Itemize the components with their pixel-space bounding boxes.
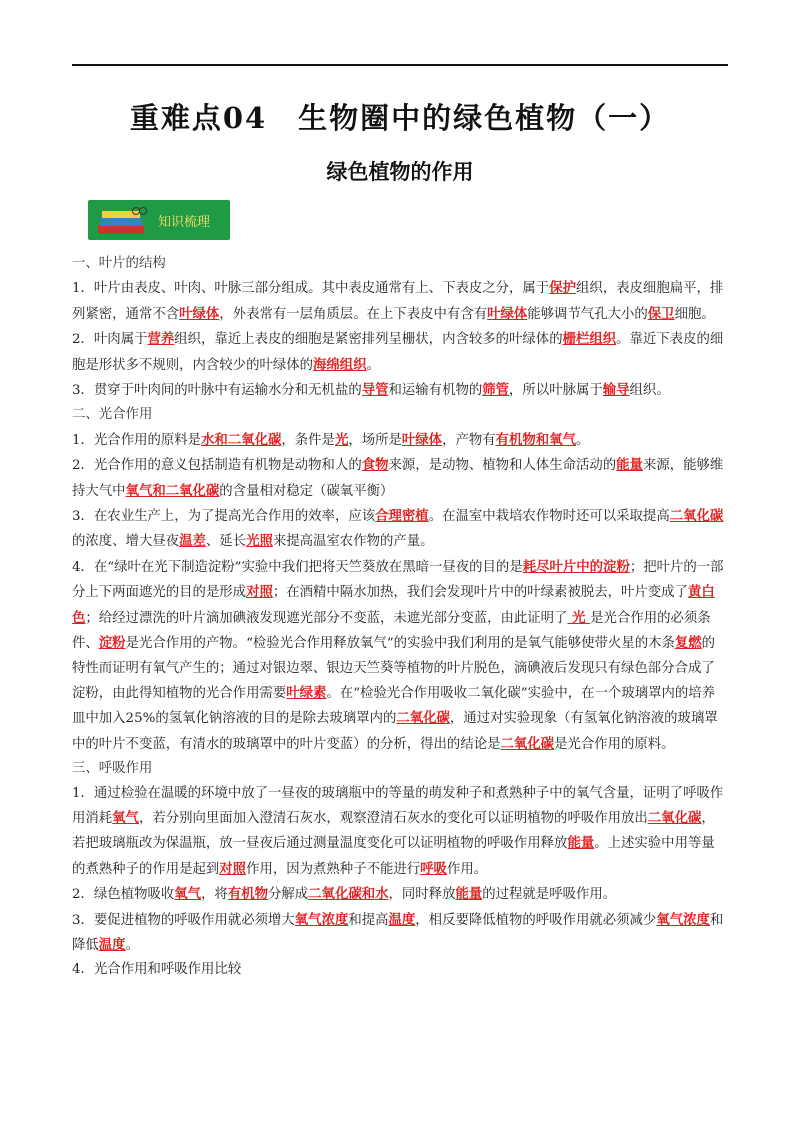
answer-highlight: 氧气 — [112, 809, 139, 826]
text-run: ；给经过漂洗的叶片滴加碘液发现遮光部分不变蓝，未遮光部分变蓝，由此证明了 — [85, 610, 568, 626]
answer-highlight: 二氧化碳 — [647, 809, 702, 826]
text-run: 。 — [366, 357, 380, 373]
text-run: 3．在农业生产上，为了提高光合作用的效率，应该 — [72, 509, 376, 525]
answer-highlight: 二氧化碳 — [669, 508, 724, 525]
answer-highlight: 光 — [334, 431, 349, 448]
text-run: ，场所是 — [348, 432, 402, 448]
text-run: 组织，表皮细胞扁平，排列紧密，通常不含 — [72, 281, 724, 322]
text-run: 是光合作用的产物。“检验光合作用释放氧气”的实验中我们利用的是氧气能够使带火星的木条 — [125, 636, 675, 652]
text-run: 、延长 — [205, 534, 247, 550]
text-run: 1．光合作用的原料是 — [72, 432, 202, 448]
answer-highlight: 栅栏组织 — [562, 331, 617, 348]
text-run: 作用，因为煮熟种子不能进行 — [246, 861, 421, 877]
answer-highlight: 叶绿体 — [179, 305, 220, 322]
text-run: 二、光合作用 — [72, 407, 153, 423]
text-run: 细胞。 — [674, 306, 715, 322]
paragraph — [72, 908, 728, 959]
content-body — [72, 252, 728, 983]
text-run: 的浓度、增大昼夜 — [72, 534, 180, 550]
text-run: 。在温室中栽培农作物时还可以采取提高 — [428, 509, 670, 525]
answer-highlight: 对照 — [246, 584, 273, 601]
paragraph — [72, 276, 728, 327]
answer-highlight: 黄白色 — [72, 584, 715, 626]
answer-highlight: 氧气和二氧化碳 — [125, 482, 220, 499]
answer-highlight: 水和二氧化碳 — [201, 431, 282, 448]
text-run: 1．通过检验在温暖的环境中放了一昼夜的玻璃瓶中的等量的萌发种子和煮熟种子中的氧气含量，证明了呼吸作用消耗 — [72, 785, 724, 826]
text-run: ；在酒精中隔水加热，我们会发现叶片中的叶绿素被脱去，叶片变成了 — [272, 585, 688, 601]
header-rule — [72, 64, 728, 66]
text-run: ，若分别向里面加入澄清石灰水，观察澄清石灰水的变化可以证明植物的呼吸作用放出 — [138, 810, 648, 826]
answer-highlight: 合理密植 — [375, 508, 429, 525]
answer-highlight: 保护 — [549, 280, 576, 297]
text-run: ，同时释放 — [388, 887, 456, 903]
text-run: 2．光合作用的意义包括制造有机物是动物和人的 — [72, 458, 362, 474]
answer-highlight: 光 — [567, 609, 591, 626]
text-run: ，条件是 — [281, 432, 335, 448]
paragraph — [72, 882, 728, 907]
answer-highlight: 筛管 — [482, 382, 510, 399]
text-run: 4．光合作用和呼吸作用比较 — [72, 962, 242, 978]
answer-highlight: 淀粉 — [98, 635, 126, 652]
text-run: ，通过对实验现象（有氢氧化钠溶液的玻璃罩中的叶片不变蓝，有清水的玻璃罩中的叶片变蓝）的分析，得出的结论是 — [72, 711, 718, 752]
answer-highlight: 二氧化碳 — [396, 710, 450, 727]
text-run: 是光合作用的原料。 — [554, 736, 675, 752]
text-run: 3．贯穿于叶肉间的叶脉中有运输水分和无机盐的 — [72, 383, 362, 399]
text-run: 一、叶片的结构 — [72, 256, 166, 271]
answer-highlight: 氧气浓度 — [656, 911, 710, 928]
text-run: ，相反要降低植物的呼吸作用就必须减少 — [415, 912, 657, 928]
answer-highlight: 光照 — [246, 533, 273, 550]
text-run: 4．在“绿叶在光下制造淀粉”实验中我们把将天竺葵放在黑暗一昼夜的目的是 — [72, 559, 523, 575]
text-run: 。 — [125, 937, 139, 953]
paragraph — [72, 782, 728, 883]
paragraph — [72, 504, 728, 555]
text-run: 三、呼吸作用 — [72, 761, 153, 777]
answer-highlight: 叶绿体 — [401, 431, 443, 448]
answer-highlight: 营养 — [147, 331, 175, 348]
answer-highlight: 温度 — [388, 911, 416, 928]
answer-highlight: 导管 — [361, 382, 389, 399]
knowledge-badge — [88, 200, 230, 240]
paragraph — [72, 453, 728, 504]
answer-highlight: 能量 — [567, 835, 595, 852]
page-title: 重难点04 生物圈中的绿色植物（一） — [129, 101, 671, 135]
answer-highlight: 呼吸 — [420, 860, 447, 877]
badge-label: 知识梳理 — [158, 215, 211, 230]
text-run: ，所以叶脉属于 — [509, 383, 603, 399]
text-run: 来源，能够维持大气中 — [72, 458, 724, 499]
section-heading — [72, 757, 728, 781]
paragraph — [72, 958, 728, 982]
answer-highlight: 能量 — [455, 886, 483, 903]
paragraph — [72, 428, 728, 453]
answer-highlight: 食物 — [361, 457, 389, 474]
answer-highlight: 输导 — [602, 382, 630, 399]
answer-highlight: 二氧化碳和水 — [308, 886, 389, 903]
text-run: 来源，是动物、植物和人体生命活动的 — [388, 458, 617, 474]
text-run: 1．叶片由表皮、叶肉、叶脉三部分组成。其中表皮通常有上、下表皮之分，属于 — [72, 281, 550, 297]
text-run: 能够调节气孔大小的 — [527, 306, 648, 322]
text-run: ，外表常有一层角质层。在上下表皮中有含有 — [219, 306, 488, 322]
text-run: ，产物有 — [442, 432, 496, 448]
page-subtitle: 绿色植物的作用 — [326, 159, 474, 184]
paragraph — [72, 555, 728, 757]
text-run: 作用。 — [446, 861, 488, 877]
text-run: ；把叶片的一部分上下两面遮光的目的是形成 — [72, 559, 724, 601]
text-run: ，将 — [201, 887, 228, 903]
text-run: 分解成 — [268, 887, 309, 903]
answer-highlight: 叶绿素 — [286, 684, 327, 701]
answer-highlight: 对照 — [219, 860, 247, 877]
answer-highlight: 复燃 — [674, 635, 702, 652]
text-run: 。靠近下表皮的细胞是形状多不规则，内含较少的叶绿体的 — [72, 332, 724, 373]
text-run: 3．要促进植物的呼吸作用就必须增大 — [72, 912, 295, 928]
text-run: ，若把玻璃瓶改为保温瓶，放一昼夜后通过测量温度变化可以证明植物的呼吸作用释放 — [72, 810, 715, 852]
text-run: 。在“检验光合作用吸收二氧化碳”实验中，在一个玻璃罩内的培养皿中加入25%的氢氧化钠溶液的目的是除去玻璃罩内的 — [72, 685, 716, 727]
text-run: 的含量相对稳定（碳氧平衡） — [219, 483, 394, 499]
answer-highlight: 温度 — [98, 936, 126, 953]
answer-highlight: 温差 — [179, 533, 206, 550]
text-run: 和提高 — [348, 912, 389, 928]
answer-highlight: 保卫 — [647, 305, 675, 322]
answer-highlight: 氧气浓度 — [294, 911, 349, 928]
text-run: 。 — [575, 432, 590, 448]
text-run: 组织，靠近上表皮的细胞是紧密排列呈栅状，内含较多的叶绿体的 — [174, 332, 563, 348]
answer-highlight: 叶绿体 — [487, 305, 528, 322]
answer-highlight: 氧气 — [174, 886, 202, 903]
section-heading — [72, 252, 728, 276]
answer-highlight: 二氧化碳 — [500, 735, 555, 752]
text-run: 是光合作用的必须条件、 — [72, 610, 711, 652]
text-run: 和运输有机物的 — [388, 383, 483, 399]
text-run: 组织。 — [629, 383, 670, 399]
paragraph — [72, 378, 728, 403]
text-run: 来提高温室农作物的产量。 — [272, 534, 434, 550]
answer-highlight: 有机物和氧气 — [495, 431, 576, 448]
answer-highlight: 有机物 — [227, 886, 268, 903]
text-run: 2．叶肉属于 — [72, 332, 148, 348]
answer-highlight: 海绵组织 — [313, 356, 367, 373]
paragraph — [72, 327, 728, 378]
answer-highlight: 能量 — [616, 457, 643, 474]
answer-highlight: 耗尽叶片中的淀粉 — [522, 558, 630, 575]
section-heading — [72, 403, 728, 427]
text-run: 的特性而证明有氧气产生的；通过对银边翠、银边天竺葵等植物的叶片脱色，滴碘液后发现只有绿色部分合成了淀粉，由此得知植物的光合作用需要 — [72, 636, 716, 701]
text-run: 的过程就是呼吸作用。 — [482, 887, 617, 903]
text-run: 。上述实验中用等量的煮熟种子的作用是起到 — [72, 836, 715, 877]
text-run: 和降低 — [72, 912, 724, 953]
text-run: 2．绿色植物吸收 — [72, 887, 175, 903]
books-icon — [96, 206, 148, 236]
